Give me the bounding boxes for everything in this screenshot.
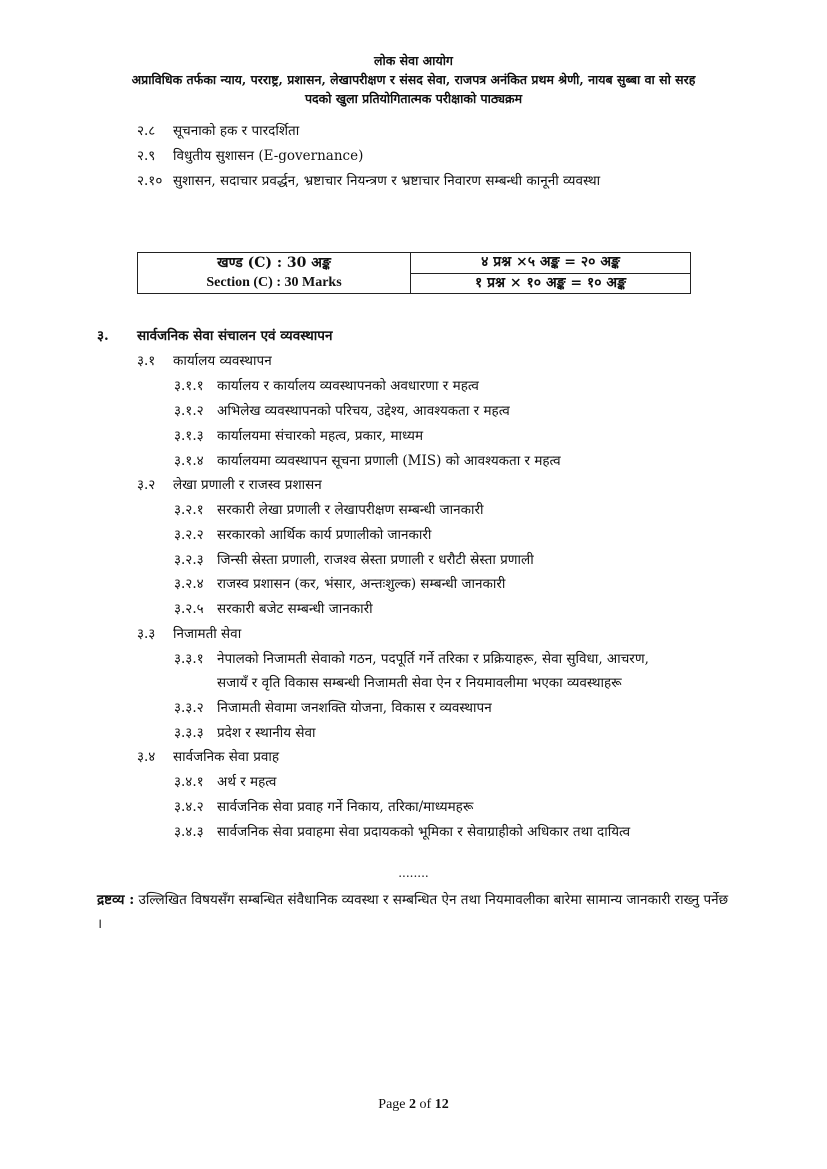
item-number: ३.३.३ — [174, 725, 204, 741]
subsection-number: ३.१ — [137, 353, 156, 369]
item-text-continued: सजायँ र वृति विकास सम्बन्धी निजामती सेवा ऐन र नियमावलीमा भएका व्यवस्थाहरू — [217, 675, 622, 691]
item-text: अभिलेख व्यवस्थापनको परिचय, उद्देश्य, आवश्यकता र महत्व — [217, 403, 510, 419]
item-number: ३.२.५ — [174, 601, 204, 617]
item-number: ३.१.४ — [174, 453, 204, 469]
section-marks-nepali: खण्ड (C) : 30 अङ्क — [217, 255, 331, 271]
section-number: ३. — [97, 328, 109, 344]
item-text: सरकारको आर्थिक कार्य प्रणालीको जानकारी — [217, 527, 432, 543]
item-number: २.८ — [137, 123, 156, 139]
item-text: विधुतीय सुशासन (E-governance) — [173, 148, 364, 164]
note-paragraph — [97, 888, 732, 936]
subsection-title: निजामती सेवा — [173, 626, 242, 642]
question-breakdown-row-2: १ प्रश्न × १० अङ्क = १० अङ्क — [411, 273, 691, 294]
subsection-number: ३.३ — [137, 626, 156, 642]
subsection-title: सार्वजनिक सेवा प्रवाह — [173, 749, 280, 765]
page-number: 2 — [409, 1097, 417, 1112]
item-text: सुशासन, सदाचार प्रवर्द्धन, भ्रष्टाचार नियन्त्रण र भ्रष्टाचार निवारण सम्बन्धी कानूनी व्यवस्था — [173, 173, 601, 189]
item-text: नेपालको निजामती सेवाको गठन, पदपूर्ति गर्ने तरिका र प्रक्रियाहरू, सेवा सुविधा, आचरण, — [217, 651, 649, 667]
item-text: प्रदेश र स्थानीय सेवा — [217, 725, 316, 741]
item-number: ३.४.२ — [174, 799, 204, 815]
note-label: द्रष्टव्य : — [97, 892, 135, 908]
page-total: 12 — [434, 1097, 449, 1112]
item-text: सरकारी बजेट सम्बन्धी जानकारी — [217, 601, 373, 617]
page-footer — [0, 1097, 827, 1113]
item-number: २.९ — [137, 148, 156, 164]
question-breakdown-row-1: ४ प्रश्न ×५ अङ्क = २० अङ्क — [411, 253, 691, 274]
subsection-number: ३.४ — [137, 749, 156, 765]
item-text: कार्यालयमा व्यवस्थापन सूचना प्रणाली (MIS) को आवश्यकता र महत्व — [217, 453, 561, 469]
item-text: निजामती सेवामा जनशक्ति योजना, विकास र व्यवस्थापन — [217, 700, 492, 716]
item-number: ३.३.२ — [174, 700, 204, 716]
subsection-title: कार्यालय व्यवस्थापन — [173, 353, 272, 369]
item-number: ३.२.४ — [174, 576, 204, 592]
item-number: ३.४.३ — [174, 824, 204, 840]
item-text: कार्यालय र कार्यालय व्यवस्थापनको अवधारणा र महत्व — [217, 378, 479, 394]
note-text: उल्लिखित विषयसँग सम्बन्धित संवैधानिक व्यवस्था र सम्बन्धित ऐन तथा नियमावलीका बारेमा सामान्य जानकारी राख्नु पर्नेछ । — [97, 892, 729, 932]
item-text: कार्यालयमा संचारको महत्व, प्रकार, माध्यम — [217, 428, 424, 444]
item-number: २.१० — [137, 173, 163, 189]
item-number: ३.१.२ — [174, 403, 204, 419]
header-service-line: अप्राविधिक तर्फका न्याय, परराष्ट्र, प्रशासन, लेखापरीक्षण र संसद सेवा, राजपत्र अनंकित प्रथम श्रेणी, नायब सुब्बा वा सो सरह — [131, 72, 696, 87]
header-syllabus-line: पदको खुला प्रतियोगितात्मक परीक्षाको पाठ्यक्रम — [304, 91, 523, 106]
item-number: ३.३.१ — [174, 651, 204, 667]
item-text: सार्वजनिक सेवा प्रवाहमा सेवा प्रदायकको भूमिका र सेवाग्राहीको अधिकार तथा दायित्व — [217, 824, 631, 840]
item-number: ३.२.२ — [174, 527, 204, 543]
section-title: सार्वजनिक सेवा संचालन एवं व्यवस्थापन — [137, 328, 333, 344]
page-of: of — [419, 1097, 432, 1112]
separator-dots: ........ — [398, 866, 429, 880]
item-number: ३.४.१ — [174, 774, 204, 790]
section-marks-cell — [138, 253, 411, 294]
item-text: राजस्व प्रशासन (कर, भंसार, अन्तःशुल्क) सम्बन्धी जानकारी — [217, 576, 506, 592]
item-number: ३.२.३ — [174, 552, 204, 568]
item-text: सूचनाको हक र पारदर्शिता — [173, 123, 300, 139]
marks-table — [137, 252, 691, 294]
page-prefix: Page — [378, 1097, 406, 1112]
subsection-title: लेखा प्रणाली र राजस्व प्रशासन — [173, 477, 322, 493]
item-text: सरकारी लेखा प्रणाली र लेखापरीक्षण सम्बन्धी जानकारी — [217, 502, 484, 518]
item-text: सार्वजनिक सेवा प्रवाह गर्ने निकाय, तरिका/माध्यमहरू — [217, 799, 474, 815]
item-text: अर्थ र महत्व — [217, 774, 277, 790]
item-number: ३.१.३ — [174, 428, 204, 444]
item-number: ३.१.१ — [174, 378, 204, 394]
item-text: जिन्सी स्रेस्ता प्रणाली, राजश्व स्रेस्ता प्रणाली र धरौटी स्रेस्ता प्रणाली — [217, 552, 534, 568]
subsection-number: ३.२ — [137, 477, 156, 493]
header-org-name: लोक सेवा आयोग — [374, 53, 453, 68]
section-marks-english: Section (C) : 30 Marks — [206, 275, 342, 290]
item-number: ३.२.१ — [174, 502, 204, 518]
